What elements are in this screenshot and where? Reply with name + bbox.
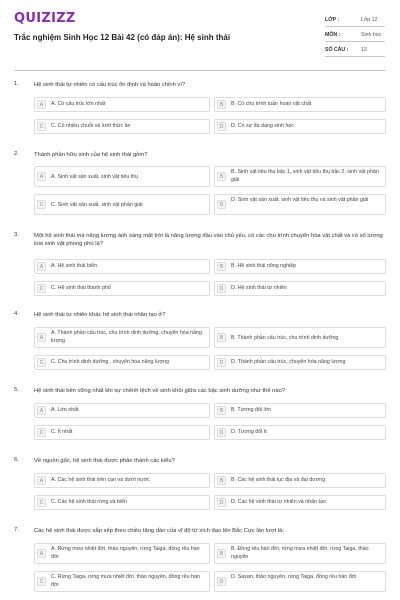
option-text: A. Sinh vật sản xuất, sinh vật tiêu thụ xyxy=(51,174,139,180)
option-letter: B xyxy=(217,406,226,415)
option-text: C. Rừng Taiga, rừng mưa nhiệt đới, thảo nguyên, đồng rêu hàn đới xyxy=(51,574,200,588)
header-divider xyxy=(14,70,386,71)
option-b[interactable] xyxy=(214,543,386,564)
option-d[interactable] xyxy=(214,119,386,134)
question-text: Một hệ sinh thái mà năng lượng ánh sáng mặt trời là năng lượng đầu vào chủ yếu, có các chu trình chuyển hóa vật chất và có số lượng loài sinh vật phong phú là? xyxy=(34,233,383,247)
option-letter: B xyxy=(217,476,226,485)
meta-divider xyxy=(325,41,385,42)
option-d[interactable] xyxy=(214,425,386,440)
option-c[interactable] xyxy=(34,194,210,215)
option-letter: B xyxy=(217,333,226,342)
question-text: Hệ sinh thái tự nhiên có cấu trúc ổn định và hoàn chỉnh vì? xyxy=(34,82,186,88)
option-letter: A xyxy=(37,333,46,342)
option-letter: C xyxy=(37,428,46,437)
option-letter: C xyxy=(37,577,46,586)
option-text: A. Hệ sinh thái biển xyxy=(51,263,97,269)
option-text: B. Thành phần cấu trúc, chu trình dinh dưỡng xyxy=(231,335,339,341)
worksheet-header xyxy=(0,0,400,66)
option-text: D. Sinh vật sản xuất, sinh vật tiêu thụ và sinh vật phân giải xyxy=(231,197,369,203)
option-letter: D xyxy=(217,284,226,293)
question-number: 4. xyxy=(14,311,19,317)
question-text: Hệ sinh thái tự nhiên khác hệ sinh thái nhân tạo ở? xyxy=(34,312,166,318)
option-text: A. Rừng mưa nhiệt đới, thảo nguyên, rừng Taiga, đồng rêu hàn đới xyxy=(51,546,200,560)
option-letter: B xyxy=(217,100,226,109)
question-number: 2. xyxy=(14,151,19,157)
option-letter: A xyxy=(37,100,46,109)
option-text: B. Có chu trình tuần hoàn vật chất xyxy=(231,101,312,107)
option-letter: A xyxy=(37,262,46,271)
option-letter: C xyxy=(37,358,46,367)
question-text: Các hệ sinh thái được sắp xếp theo chiều tăng dần của vĩ độ từ xích đạo lên Bắc Cực lần lượt là: xyxy=(34,528,284,534)
option-a[interactable] xyxy=(34,166,210,187)
option-letter: A xyxy=(37,172,46,181)
option-letter: C xyxy=(37,122,46,131)
option-text: B. Tương đối lớn xyxy=(231,407,272,413)
option-text: D. Có sự đa dạng sinh học xyxy=(231,123,295,129)
option-text: C. Sinh vật sản xuất, sinh vật phân giải xyxy=(51,202,143,208)
option-letter: B xyxy=(217,172,226,181)
option-d[interactable] xyxy=(214,281,386,296)
option-letter: A xyxy=(37,406,46,415)
option-b[interactable] xyxy=(214,473,386,488)
option-c[interactable] xyxy=(34,119,210,134)
option-c[interactable] xyxy=(34,425,210,440)
option-c[interactable] xyxy=(34,355,210,370)
option-text: C. Có nhiều chuỗi và lưới thức ăn xyxy=(51,123,131,129)
option-text: D. Hệ sinh thái tự nhiên xyxy=(231,285,287,291)
question-number: 3. xyxy=(14,232,19,238)
question-text: Hệ sinh thái bền vững nhất khi sự chênh lệch về sinh khối giữa các bậc sinh dưỡng như thế nào? xyxy=(34,388,286,394)
option-text: A. Thành phần cấu trúc, chu trình dinh dưỡng, chuyển hóa năng lượng xyxy=(51,330,202,344)
option-c[interactable] xyxy=(34,281,210,296)
meta-grade-label: LỚP : xyxy=(325,17,340,23)
option-letter: D xyxy=(217,577,226,586)
option-a[interactable] xyxy=(34,543,210,564)
option-b[interactable] xyxy=(214,403,386,418)
meta-divider xyxy=(325,56,385,57)
option-text: B. Đồng rêu hàn đới, rừng mưa nhiệt đới, rừng Taiga, thảo nguyên xyxy=(231,546,369,560)
option-d[interactable] xyxy=(214,495,386,510)
meta-divider xyxy=(325,26,385,27)
option-text: B. Sinh vật tiêu thụ bậc 1, sinh vật tiêu thụ bậc 2, sinh vật phân giải xyxy=(231,169,379,183)
option-text: A. Có cấu trúc lớn nhất xyxy=(51,101,106,107)
meta-count-label: SỐ CÂU : xyxy=(325,47,349,53)
option-d[interactable] xyxy=(214,194,386,215)
option-b[interactable] xyxy=(214,259,386,274)
meta-grade-value: Lớp 12 xyxy=(361,17,378,23)
option-letter: D xyxy=(217,122,226,131)
question-text: Thành phần hữu sinh của hệ sinh thái gồm? xyxy=(34,152,148,158)
option-letter: D xyxy=(217,358,226,367)
option-c[interactable] xyxy=(34,495,210,510)
option-text: D. Savan, thảo nguyên, rừng Taiga, đồng rêu hàn đới xyxy=(231,574,357,580)
option-a[interactable] xyxy=(34,473,210,488)
option-a[interactable] xyxy=(34,97,210,112)
question-number: 6. xyxy=(14,457,19,463)
option-letter: B xyxy=(217,262,226,271)
option-b[interactable] xyxy=(214,166,386,187)
question-number: 1. xyxy=(14,81,19,87)
question-text: Về nguồn gốc, hệ sinh thái được phân thành các kiểu? xyxy=(34,458,175,464)
option-text: C. Hệ sinh thái thành phố xyxy=(51,285,111,291)
option-b[interactable] xyxy=(214,327,386,348)
question-number: 7. xyxy=(14,527,19,533)
option-text: D. Các hệ sinh thái tự nhiên và nhân tạo xyxy=(231,499,326,505)
option-text: C. Ít nhất xyxy=(51,429,73,435)
meta-subject-label: MÔN : xyxy=(325,32,341,38)
option-letter: D xyxy=(217,200,226,209)
option-a[interactable] xyxy=(34,259,210,274)
option-letter: C xyxy=(37,284,46,293)
meta-subject-value: Sinh học xyxy=(361,32,382,38)
option-letter: A xyxy=(37,549,46,558)
option-d[interactable] xyxy=(214,355,386,370)
option-a[interactable] xyxy=(34,403,210,418)
option-text: B. Hệ sinh thái nông nghiệp xyxy=(231,263,297,269)
option-text: C. Các hệ sinh thái rừng và biển xyxy=(51,499,127,505)
option-b[interactable] xyxy=(214,97,386,112)
page-title: Trắc nghiệm Sinh Học 12 Bài 42 (có đáp án): Hệ sinh thái xyxy=(14,33,231,42)
option-letter: C xyxy=(37,200,46,209)
option-c[interactable] xyxy=(34,571,210,592)
option-a[interactable] xyxy=(34,327,210,348)
meta-count-value: 13 xyxy=(361,47,367,53)
option-text: B. Các hệ sinh thái lục địa và đại dương xyxy=(231,477,326,483)
question-number: 5. xyxy=(14,387,19,393)
option-letter: A xyxy=(37,476,46,485)
option-d[interactable] xyxy=(214,571,386,592)
option-text: D. Tương đối ít xyxy=(231,429,267,435)
option-letter: D xyxy=(217,498,226,507)
option-letter: C xyxy=(37,498,46,507)
option-text: A. Các hệ sinh thái trên cạn và dưới nước xyxy=(51,477,150,483)
option-letter: D xyxy=(217,428,226,437)
quizizz-logo: QUIZIZZ xyxy=(14,11,76,26)
option-text: C. Chu trình dinh dưỡng , chuyển hóa năng lượng xyxy=(51,359,169,365)
option-letter: B xyxy=(217,549,226,558)
option-text: D. Thành phần cấu trúc, chuyển hóa năng lượng xyxy=(231,359,346,365)
option-text: A. Lớn nhất xyxy=(51,407,79,413)
